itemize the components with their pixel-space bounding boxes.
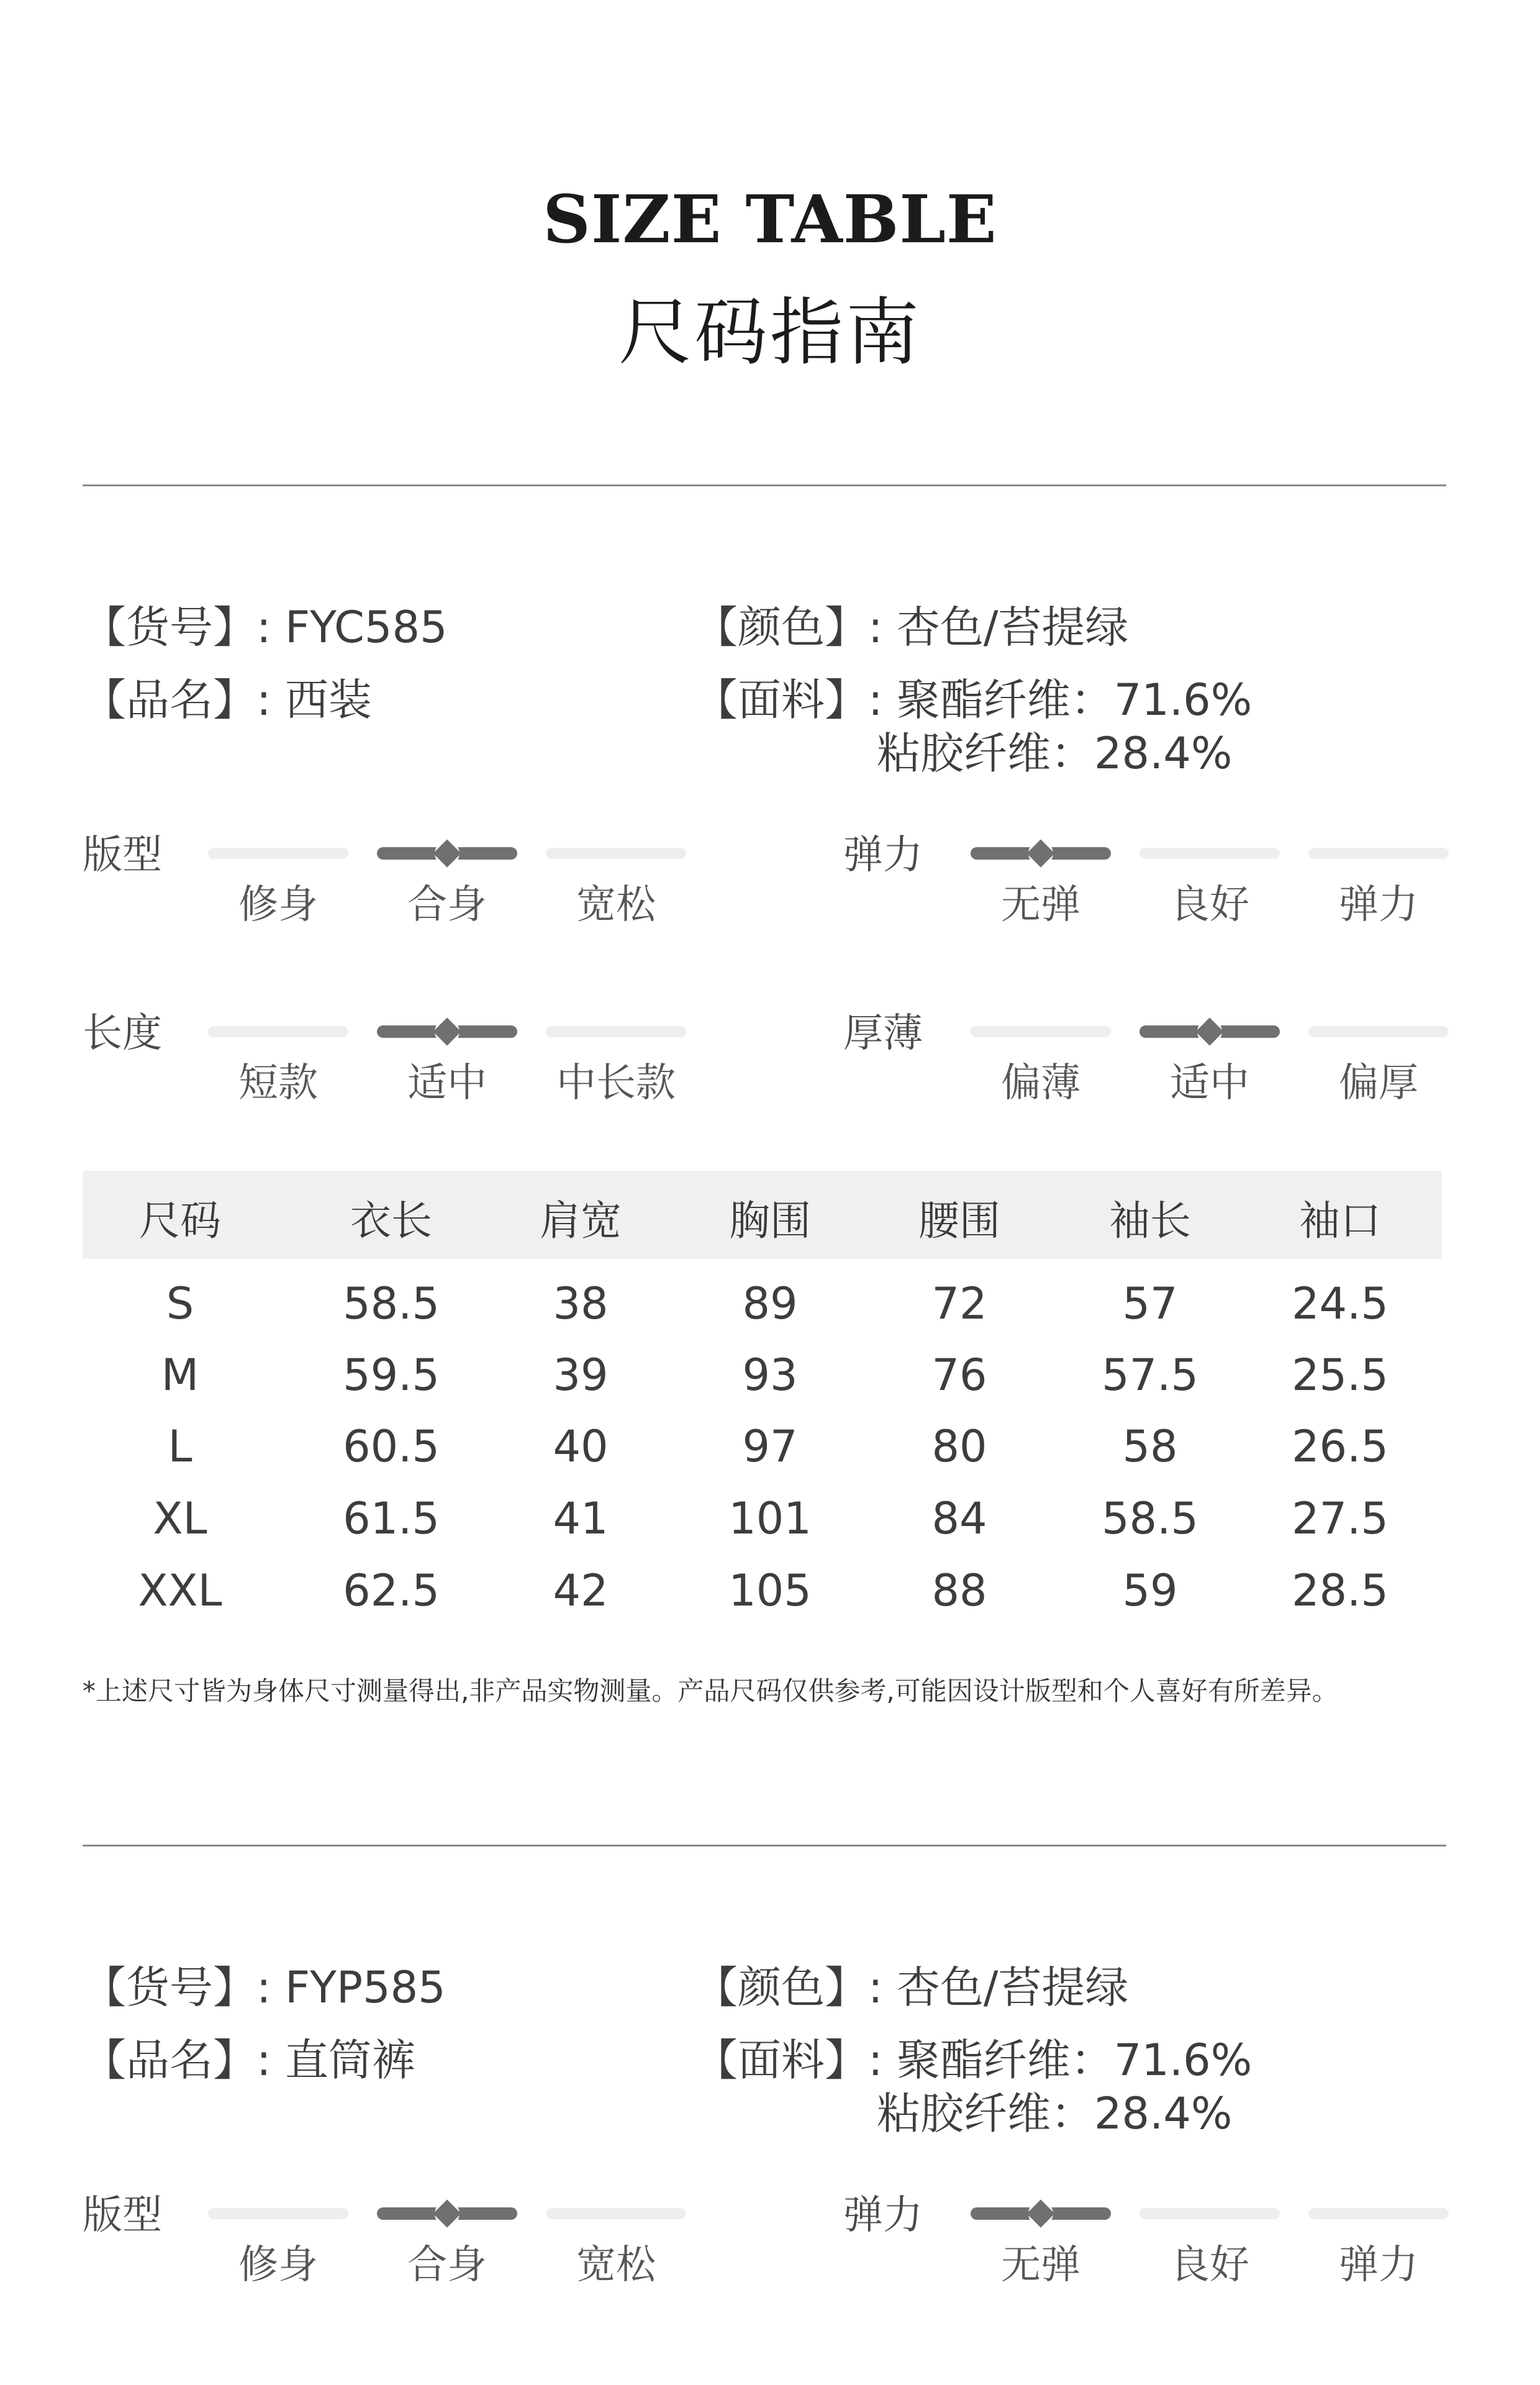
product-name-label: 【品名】 [83, 675, 256, 725]
attribute-label: 厚薄 [843, 1011, 923, 1056]
size-label-cell: XL [153, 1493, 207, 1544]
table-header-cell: 胸围 [729, 1197, 811, 1245]
color-label: 【颜色】 [694, 1962, 868, 2013]
table-cell: 25.5 [1292, 1350, 1388, 1401]
table-cell: 42 [553, 1565, 609, 1616]
table-cell: 28.5 [1292, 1565, 1388, 1616]
table-cell: 61.5 [343, 1493, 440, 1544]
fabric-row: 【面料】: 聚酯纤维：71.6% [694, 675, 1252, 725]
attribute-label: 版型 [83, 832, 162, 878]
item-number-row [83, 1962, 446, 2013]
table-header-cell: 袖口 [1299, 1197, 1381, 1245]
attribute-option: 短款 [238, 1060, 318, 1106]
table-cell: 88 [931, 1565, 987, 1616]
table-header-cell: 腰围 [918, 1197, 1000, 1245]
slider-knob-icon [433, 1017, 461, 1045]
product-name-row [83, 2035, 415, 2086]
product-name-row [83, 675, 372, 725]
table-header-cell: 袖长 [1109, 1197, 1191, 1245]
item-number-value: FYP585 [284, 1962, 446, 2013]
slider-knob-icon [433, 2199, 461, 2227]
fabric-value-2: 粘胶纤维：28.4% [877, 728, 1233, 779]
table-cell: 57.5 [1102, 1350, 1198, 1401]
table-cell: 89 [742, 1278, 798, 1329]
divider [83, 1845, 1446, 1847]
table-cell: 58 [1122, 1421, 1178, 1472]
attribute-option: 良好 [1170, 882, 1249, 928]
table-cell: 24.5 [1292, 1278, 1388, 1329]
table-cell: 76 [931, 1350, 987, 1401]
table-cell: 58.5 [1102, 1493, 1198, 1544]
product-name-value: 直筒裤 [284, 2035, 415, 2086]
attribute-option: 中长款 [556, 1060, 676, 1106]
fabric-value-1: 聚酯纤维：71.6% [896, 675, 1252, 725]
slider-knob-icon [1026, 2199, 1054, 2227]
slider-segment [546, 848, 686, 859]
table-cell: 38 [553, 1278, 609, 1329]
attribute-option: 良好 [1170, 2242, 1249, 2288]
table-cell: 80 [931, 1421, 987, 1472]
table-header-cell: 肩宽 [540, 1197, 622, 1245]
slider-segment [208, 1026, 348, 1037]
size-label-cell: M [161, 1350, 199, 1401]
slider-segment [1308, 1026, 1449, 1037]
attribute-option: 弹力 [1339, 882, 1418, 928]
attribute-option: 宽松 [576, 2242, 656, 2288]
slider-segment [208, 848, 348, 859]
table-cell: 57 [1122, 1278, 1178, 1329]
attribute-option: 适中 [1170, 1060, 1249, 1106]
attribute-option: 无弹 [1001, 2242, 1080, 2288]
size-note: *上述尺寸皆为身体尺寸测量得出,非产品实物测量。产品尺码仅供参考,可能因设计版型和个人喜好有所差异。 [83, 1676, 1338, 1706]
slider-knob-icon [433, 839, 461, 867]
attribute-option: 无弹 [1001, 882, 1080, 928]
page-title-en: SIZE TABLE [543, 180, 997, 258]
color-value: 杏色/苔提绿 [896, 602, 1129, 653]
slider-segment [1308, 848, 1449, 859]
item-number-value: FYC585 [284, 602, 448, 653]
table-cell: 105 [728, 1565, 812, 1616]
attribute-label: 长度 [83, 1011, 162, 1056]
slider-segment [208, 2208, 348, 2219]
separator: : [256, 675, 271, 725]
page-title-cn: 尺码指南 [618, 289, 922, 375]
fabric-value-1: 聚酯纤维：71.6% [896, 2035, 1252, 2086]
table-cell: 60.5 [343, 1421, 440, 1472]
table-cell: 93 [742, 1350, 798, 1401]
size-label-cell: XXL [138, 1565, 222, 1616]
attribute-option: 弹力 [1339, 2242, 1418, 2288]
table-cell: 26.5 [1292, 1421, 1388, 1472]
slider-segment [1308, 2208, 1449, 2219]
fabric-value-2: 粘胶纤维：28.4% [877, 2088, 1233, 2139]
slider-knob-icon [1026, 839, 1054, 867]
attribute-option: 偏厚 [1339, 1060, 1418, 1106]
table-cell: 40 [553, 1421, 609, 1472]
attribute-option: 宽松 [576, 882, 656, 928]
attribute-option: 合身 [407, 2242, 487, 2288]
slider-segment [546, 2208, 686, 2219]
product-name-label: 【品名】 [83, 2035, 256, 2086]
item-number-row [83, 602, 448, 653]
table-cell: 41 [553, 1493, 609, 1544]
table-cell: 84 [931, 1493, 987, 1544]
slider-segment [971, 1026, 1111, 1037]
table-cell: 62.5 [343, 1565, 440, 1616]
table-header-cell: 尺码 [139, 1197, 221, 1245]
attribute-option: 合身 [407, 882, 487, 928]
color-value: 杏色/苔提绿 [896, 1962, 1129, 2013]
fabric-label: 【面料】 [694, 2035, 868, 2086]
size-label-cell: L [168, 1421, 192, 1472]
fabric-row: 【面料】: 聚酯纤维：71.6% [694, 2035, 1252, 2086]
slider-segment [1139, 2208, 1280, 2219]
attribute-option: 修身 [238, 882, 318, 928]
attribute-label: 弹力 [843, 832, 923, 878]
table-cell: 39 [553, 1350, 609, 1401]
color-row: 【颜色】: 杏色/苔提绿 [694, 1962, 1129, 2013]
table-cell: 72 [931, 1278, 987, 1329]
attribute-option: 适中 [407, 1060, 487, 1106]
product-name-value: 西装 [284, 675, 372, 725]
size-label-cell: S [166, 1278, 194, 1329]
attribute-label: 弹力 [843, 2192, 923, 2238]
attribute-label: 版型 [83, 2192, 162, 2238]
item-number-label: 【货号】 [83, 602, 256, 653]
table-header-cell: 衣长 [350, 1197, 432, 1245]
separator: : [256, 602, 271, 653]
divider [83, 484, 1446, 486]
table-cell: 101 [728, 1493, 812, 1544]
attribute-option: 偏薄 [1001, 1060, 1080, 1106]
table-cell: 59.5 [343, 1350, 440, 1401]
table-cell: 27.5 [1292, 1493, 1388, 1544]
separator: : [256, 2035, 271, 2086]
color-row: 【颜色】: 杏色/苔提绿 [694, 602, 1129, 653]
table-cell: 59 [1122, 1565, 1178, 1616]
slider-knob-icon [1195, 1017, 1223, 1045]
color-label: 【颜色】 [694, 602, 868, 653]
fabric-label: 【面料】 [694, 675, 868, 725]
table-cell: 97 [742, 1421, 798, 1472]
attribute-option: 修身 [238, 2242, 318, 2288]
item-number-label: 【货号】 [83, 1962, 256, 2013]
separator: : [256, 1962, 271, 2013]
table-cell: 58.5 [343, 1278, 440, 1329]
slider-segment [546, 1026, 686, 1037]
slider-segment [1139, 848, 1280, 859]
